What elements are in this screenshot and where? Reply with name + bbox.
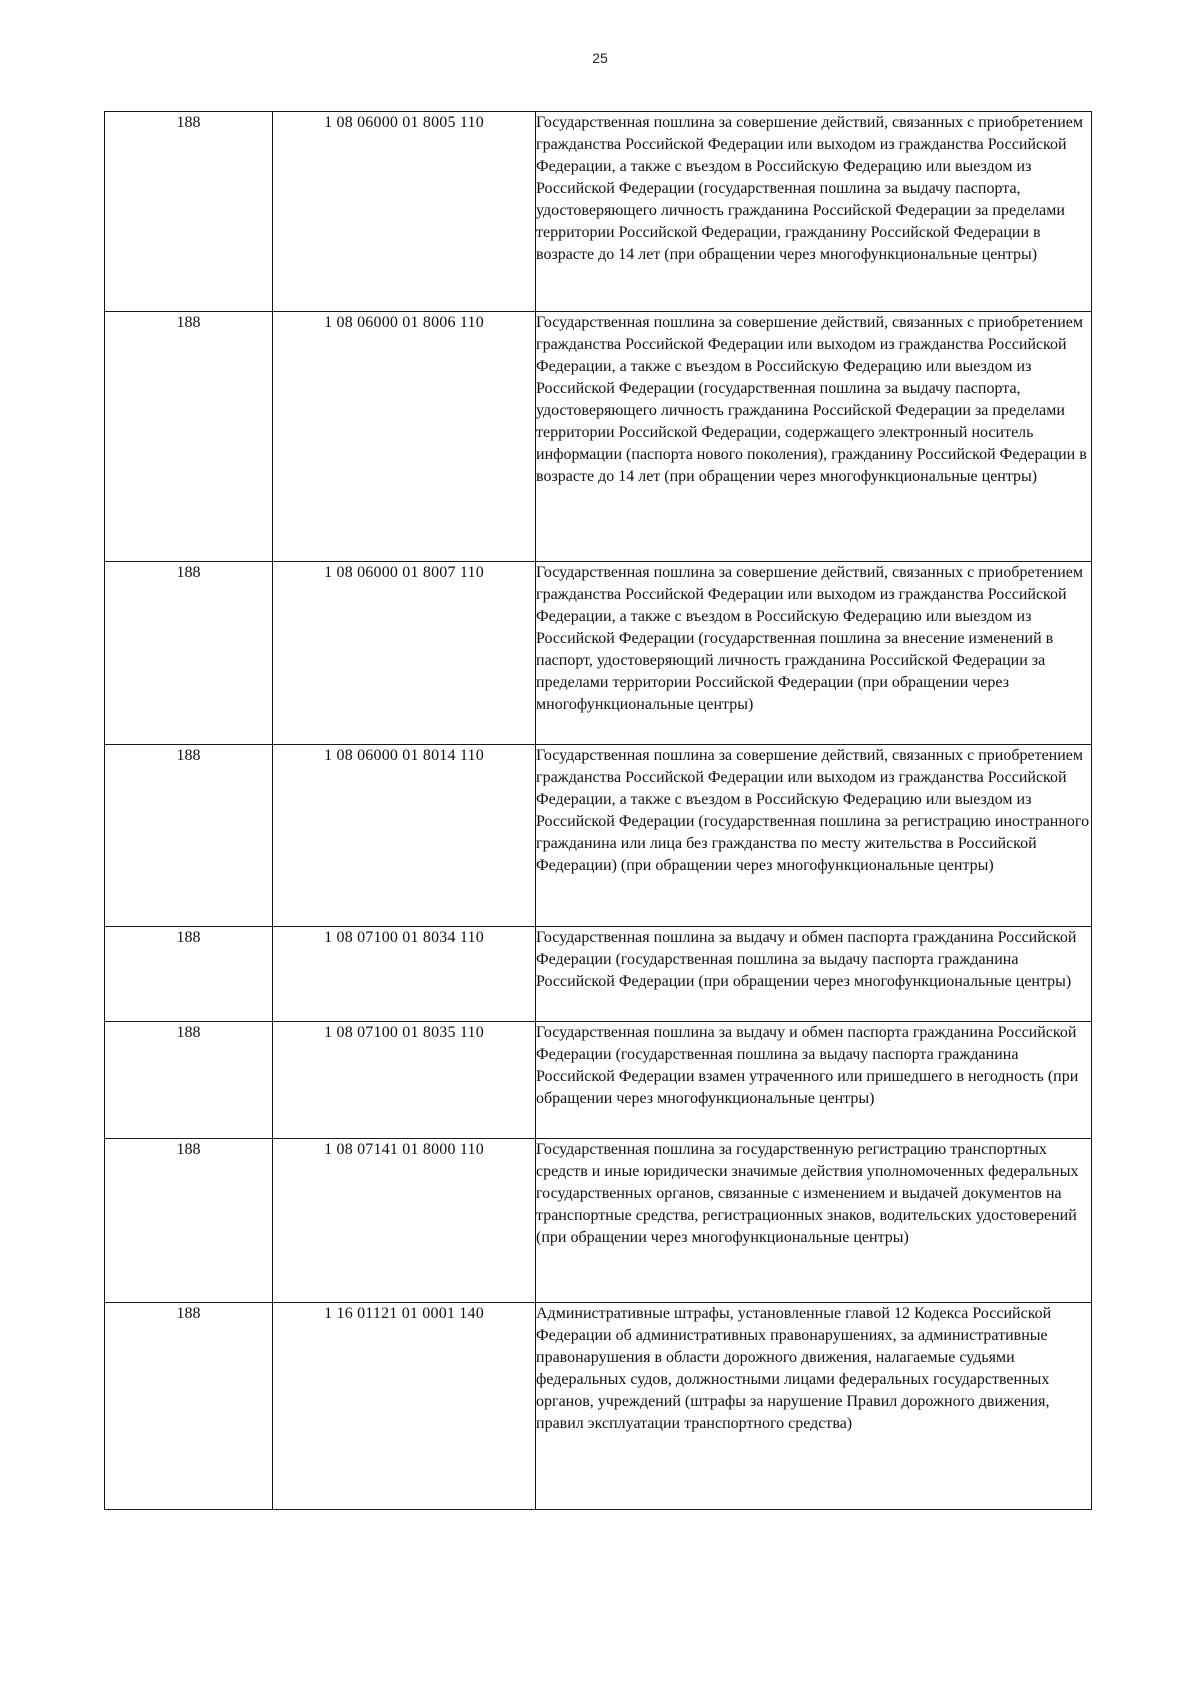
table-row [105, 1139, 1092, 1303]
admin-code-cell: 188 [105, 312, 273, 562]
description-cell: Государственная пошлина за государственную регистрацию транспортных средств и иные юридически значимые действия уполномоченных федеральных государственных органов, связанные с изменением и выдачей документов на транспортные средства, регистрационных знаков, водительских удостоверений (при обращении через многофункциональные центры) [536, 1139, 1092, 1303]
page-number: 25 [592, 50, 608, 66]
fees-table [104, 111, 1092, 1510]
admin-code-cell: 188 [105, 1303, 273, 1510]
table-row [105, 745, 1092, 927]
description-cell: Государственная пошлина за выдачу и обмен паспорта гражданина Российской Федерации (государственная пошлина за выдачу паспорта гражданина Российской Федерации взамен утраченного или пришедшего в негодность (при обращении через многофункциональные центры) [536, 1022, 1092, 1139]
admin-code-cell: 188 [105, 112, 273, 312]
budget-code-cell: 1 08 07100 01 8034 110 [273, 927, 536, 1022]
table-row [105, 562, 1092, 745]
admin-code-cell: 188 [105, 562, 273, 745]
admin-code-cell: 188 [105, 745, 273, 927]
budget-code-cell: 1 08 07141 01 8000 110 [273, 1139, 536, 1303]
description-cell: Государственная пошлина за совершение действий, связанных с приобретением гражданства Российской Федерации или выходом из гражданства Российской Федерации, а также с въездом в Российскую Федерацию или выездом из Российской Федерации (государственная пошлина за выдачу паспорта, удостоверяющего личность гражданина Российской Федерации за пределами территории Российской Федерации, содержащего электронный носитель информации (паспорта нового поколения), гражданину Российской Федерации в возрасте до 14 лет (при обращении через многофункциональные центры) [536, 312, 1092, 562]
table-row [105, 112, 1092, 312]
table-row [105, 312, 1092, 562]
budget-code-cell: 1 08 06000 01 8005 110 [273, 112, 536, 312]
budget-code-cell: 1 16 01121 01 0001 140 [273, 1303, 536, 1510]
table-row [105, 1022, 1092, 1139]
description-cell: Государственная пошлина за совершение действий, связанных с приобретением гражданства Российской Федерации или выходом из гражданства Российской Федерации, а также с въездом в Российскую Федерацию или выездом из Российской Федерации (государственная пошлина за выдачу паспорта, удостоверяющего личность гражданина Российской Федерации за пределами территории Российской Федерации, гражданину Российской Федерации в возрасте до 14 лет (при обращении через многофункциональные центры) [536, 112, 1092, 312]
table-row [105, 1303, 1092, 1510]
admin-code-cell: 188 [105, 927, 273, 1022]
budget-code-cell: 1 08 07100 01 8035 110 [273, 1022, 536, 1139]
budget-code-cell: 1 08 06000 01 8014 110 [273, 745, 536, 927]
table-row [105, 927, 1092, 1022]
description-cell: Административные штрафы, установленные главой 12 Кодекса Российской Федерации об административных правонарушениях, за административные правонарушения в области дорожного движения, налагаемые судьями федеральных судов, должностными лицами федеральных государственных органов, учреждений (штрафы за нарушение Правил дорожного движения, правил эксплуатации транспортного средства) [536, 1303, 1092, 1510]
description-cell: Государственная пошлина за совершение действий, связанных с приобретением гражданства Российской Федерации или выходом из гражданства Российской Федерации, а также с въездом в Российскую Федерацию или выездом из Российской Федерации (государственная пошлина за внесение изменений в паспорт, удостоверяющий личность гражданина Российской Федерации за пределами территории Российской Федерации (при обращении через многофункциональные центры) [536, 562, 1092, 745]
budget-code-cell: 1 08 06000 01 8006 110 [273, 312, 536, 562]
budget-code-cell: 1 08 06000 01 8007 110 [273, 562, 536, 745]
admin-code-cell: 188 [105, 1139, 273, 1303]
description-cell: Государственная пошлина за выдачу и обмен паспорта гражданина Российской Федерации (государственная пошлина за выдачу паспорта гражданина Российской Федерации (при обращении через многофункциональные центры) [536, 927, 1092, 1022]
admin-code-cell: 188 [105, 1022, 273, 1139]
description-cell: Государственная пошлина за совершение действий, связанных с приобретением гражданства Российской Федерации или выходом из гражданства Российской Федерации, а также с въездом в Российскую Федерацию или выездом из Российской Федерации (государственная пошлина за регистрацию иностранного гражданина или лица без гражданства по месту жительства в Российской Федерации) (при обращении через многофункциональные центры) [536, 745, 1092, 927]
